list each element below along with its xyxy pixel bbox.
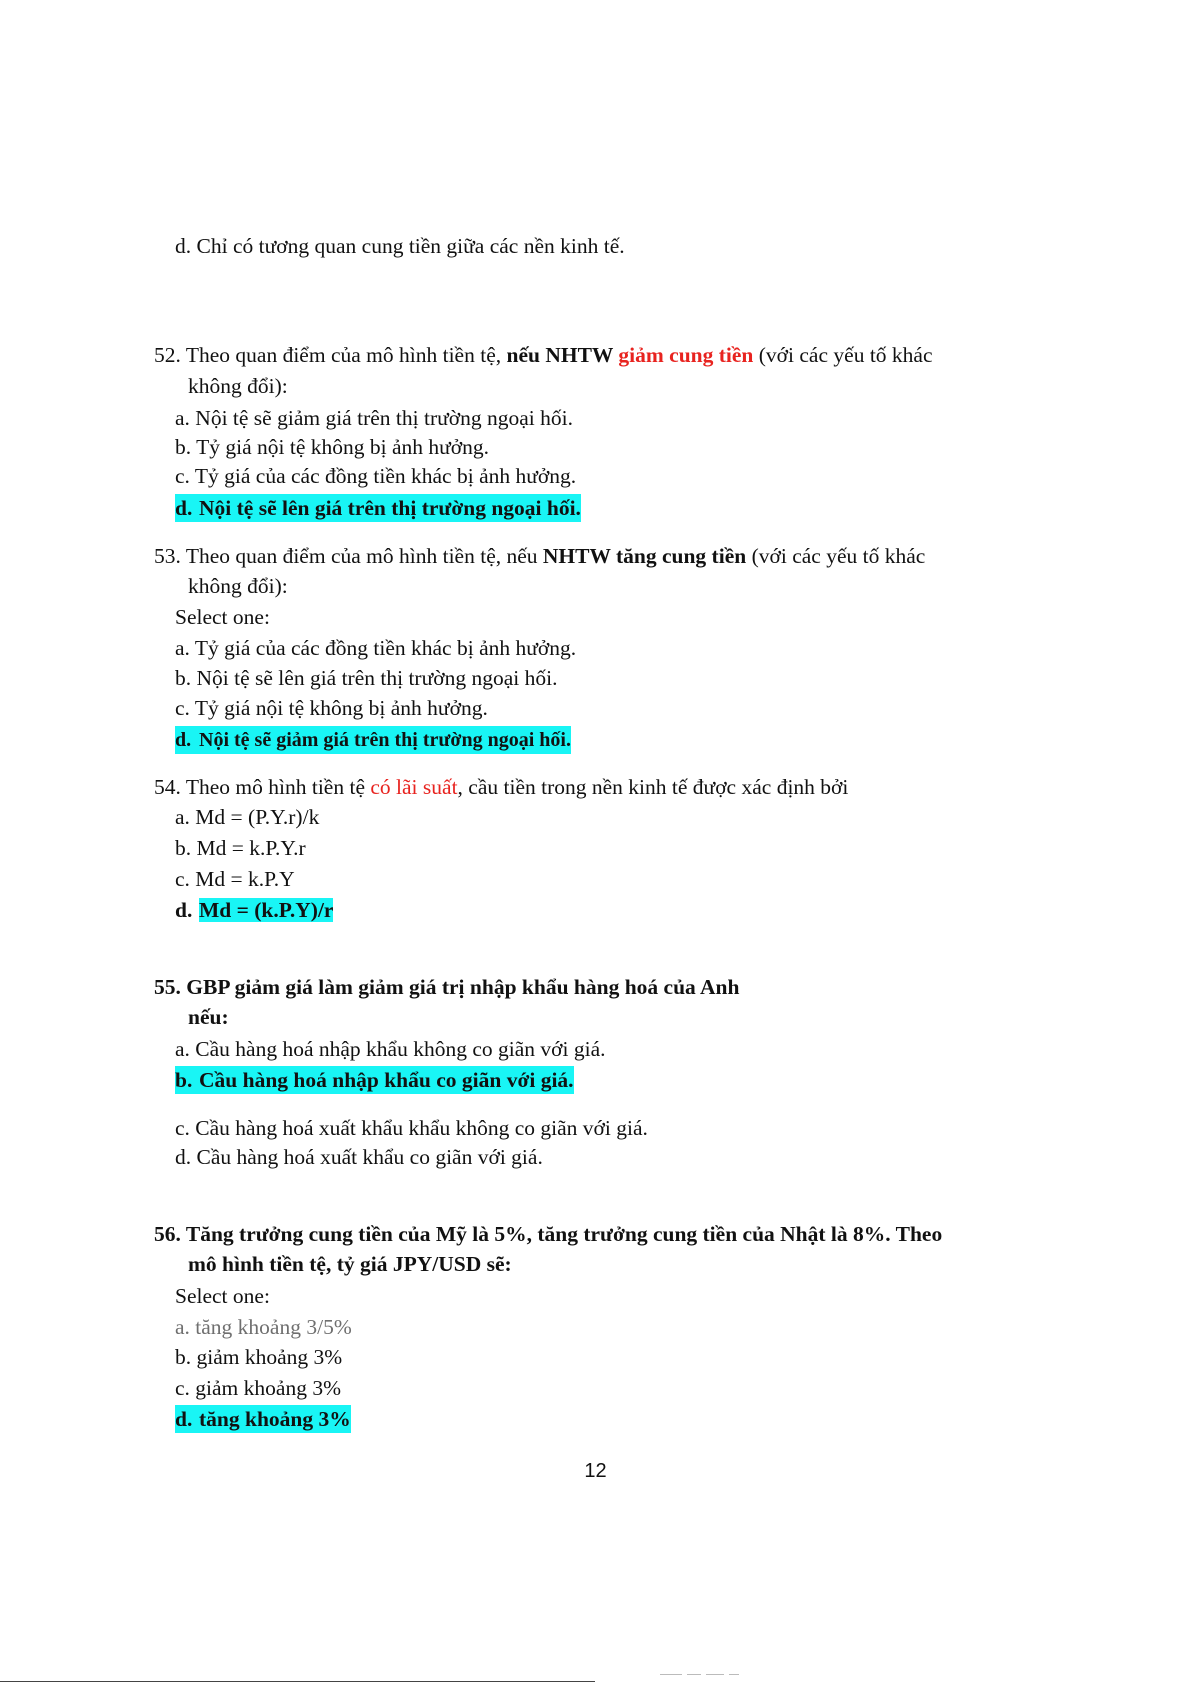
q56-select-one: Select one: [175, 1284, 270, 1308]
q54-option-b: b. Md = k.P.Y.r [175, 836, 306, 860]
q55-option-d: d. Cầu hàng hoá xuất khẩu co giãn với giá. [175, 1145, 543, 1169]
page-number: 12 [584, 1460, 607, 1482]
q55-option-a: a. Cầu hàng hoá nhập khẩu không co giãn với giá. [175, 1037, 606, 1061]
q52-stem-bold: nếu NHTW [506, 343, 619, 367]
question-53-stem [154, 542, 925, 570]
q52-option-c: c. Tỷ giá của các đồng tiền khác bị ảnh hưởng. [175, 464, 577, 488]
footer-divider [0, 1681, 595, 1682]
q56-d-marker: d. [175, 1407, 193, 1431]
q55-option-c: c. Cầu hàng hoá xuất khẩu khẩu không co giãn với giá. [175, 1116, 648, 1140]
question-56-stem: 56. Tăng trưởng cung tiền của Mỹ là 5%, tăng trưởng cung tiền của Nhật là 8%. Theo [154, 1222, 943, 1246]
q52-d-marker: d. [175, 496, 193, 520]
q54-stem-post: , cầu tiền trong nền kinh tế được xác định bởi [457, 775, 849, 799]
q56-d-text: tăng khoảng 3% [199, 1407, 351, 1431]
q55-b-marker: b. [175, 1068, 193, 1092]
question-55-stem: 55. GBP giảm giá làm giảm giá trị nhập khẩu hàng hoá của Anh [154, 975, 740, 999]
q55-option-b-answer [175, 1066, 574, 1094]
q56-option-d-answer [175, 1405, 351, 1433]
q53-stem-pre: 53. Theo quan điểm của mô hình tiền tệ, nếu [154, 544, 543, 568]
q53-d-marker: d. [175, 729, 192, 751]
q54-option-d-answer [175, 896, 333, 924]
q53-stem-bold: NHTW tăng cung tiền [542, 544, 747, 568]
question-52-stem [154, 341, 933, 369]
q53-option-c: c. Tỷ giá nội tệ không bị ảnh hưởng. [175, 696, 488, 720]
q54-stem-pre: 54. Theo mô hình tiền tệ [154, 775, 371, 799]
question-54-stem [154, 773, 848, 801]
prev-option-d: d. Chỉ có tương quan cung tiền giữa các nền kinh tế. [175, 234, 625, 258]
question-56-stem-cont: mô hình tiền tệ, tỷ giá JPY/USD sẽ: [188, 1252, 512, 1276]
question-53-stem-cont: không đổi): [188, 574, 288, 598]
q52-option-a: a. Nội tệ sẽ giảm giá trên thị trường ngoại hối. [175, 406, 573, 430]
footer-faint-marks [660, 1674, 770, 1680]
q52-stem-post: (với các yếu tố khác [753, 343, 933, 367]
q53-option-d-answer [175, 726, 571, 754]
q56-option-b: b. giảm khoảng 3% [175, 1345, 343, 1369]
q56-option-a: a. tăng khoảng 3/5% [175, 1315, 352, 1339]
q53-option-a: a. Tỷ giá của các đồng tiền khác bị ảnh hưởng. [175, 636, 577, 660]
q53-d-text: Nội tệ sẽ giảm giá trên thị trường ngoại hối. [199, 729, 571, 751]
q52-option-d-answer [175, 494, 581, 522]
q54-stem-red: có lãi suất [370, 775, 458, 799]
q54-option-c: c. Md = k.P.Y [175, 867, 295, 891]
q54-d-text: Md = (k.P.Y)/r [199, 898, 334, 922]
q54-option-a: a. Md = (P.Y.r)/k [175, 805, 320, 829]
q56-option-c: c. giảm khoảng 3% [175, 1376, 341, 1400]
q53-stem-post: (với các yếu tố khác [746, 544, 926, 568]
question-52-stem-cont: không đổi): [188, 374, 288, 398]
q54-d-marker: d. [175, 898, 193, 922]
q52-stem-red: giảm cung tiền [618, 343, 754, 367]
q55-b-text: Cầu hàng hoá nhập khẩu co giãn với giá. [199, 1068, 574, 1092]
q52-d-text: Nội tệ sẽ lên giá trên thị trường ngoại hối. [199, 496, 581, 520]
q52-option-b: b. Tỷ giá nội tệ không bị ảnh hưởng. [175, 435, 490, 459]
q53-option-b: b. Nội tệ sẽ lên giá trên thị trường ngoại hối. [175, 666, 558, 690]
q53-select-one: Select one: [175, 605, 270, 629]
q52-stem-pre: 52. Theo quan điểm của mô hình tiền tệ, [154, 343, 507, 367]
question-55-stem-cont: nếu: [188, 1005, 229, 1029]
